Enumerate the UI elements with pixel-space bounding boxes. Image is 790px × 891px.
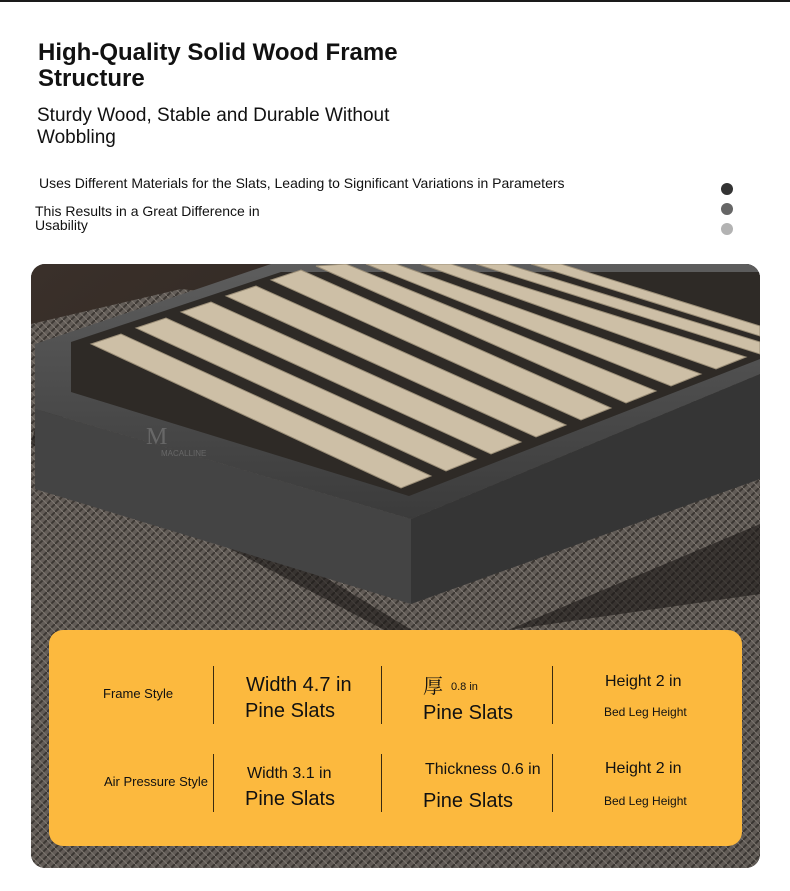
thickness-material-air: Pine Slats bbox=[423, 790, 514, 812]
slat-width-air: Width 3.1 in bbox=[247, 765, 332, 782]
thickness-material-frame: Pine Slats bbox=[423, 702, 514, 724]
top-border bbox=[0, 0, 790, 2]
divider bbox=[552, 754, 553, 812]
description-line-1: Uses Different Materials for the Slats, Leading to Significant Variations in Parameters bbox=[39, 175, 565, 191]
spec-panel bbox=[49, 630, 742, 846]
divider bbox=[381, 754, 382, 812]
leg-label-frame: Bed Leg Height bbox=[604, 705, 687, 719]
watermark-logo: M bbox=[146, 424, 168, 450]
divider bbox=[381, 666, 382, 724]
divider bbox=[213, 666, 214, 724]
slat-material-frame: Pine Slats bbox=[245, 700, 336, 722]
thickness-glyph: 厚 bbox=[423, 676, 443, 698]
page-subtitle: Sturdy Wood, Stable and Durable Without Wobbling bbox=[37, 105, 390, 148]
style-label-air: Air Pressure Style bbox=[104, 774, 209, 789]
watermark-text: MACALLINE bbox=[161, 449, 207, 458]
carousel-dot-1[interactable] bbox=[721, 183, 733, 195]
slat-width-frame: Width 4.7 in bbox=[246, 674, 352, 696]
carousel-dot-3[interactable] bbox=[721, 223, 733, 235]
carousel-dot-2[interactable] bbox=[721, 203, 733, 215]
leg-height-air: Height 2 in bbox=[605, 760, 682, 777]
thickness-frame: 0.8 in bbox=[451, 681, 478, 693]
thickness-air: Thickness 0.6 in bbox=[425, 761, 541, 778]
leg-height-frame: Height 2 in bbox=[605, 673, 682, 690]
style-label-frame: Frame Style bbox=[103, 686, 174, 701]
divider bbox=[213, 754, 214, 812]
leg-label-air: Bed Leg Height bbox=[604, 794, 687, 808]
carousel-dots bbox=[721, 183, 733, 243]
page-title: High-Quality Solid Wood Frame Structure bbox=[38, 39, 398, 92]
divider bbox=[552, 666, 553, 724]
description-line-2: This Results in a Great Difference in Usability bbox=[35, 203, 260, 233]
slat-material-air: Pine Slats bbox=[245, 788, 336, 810]
